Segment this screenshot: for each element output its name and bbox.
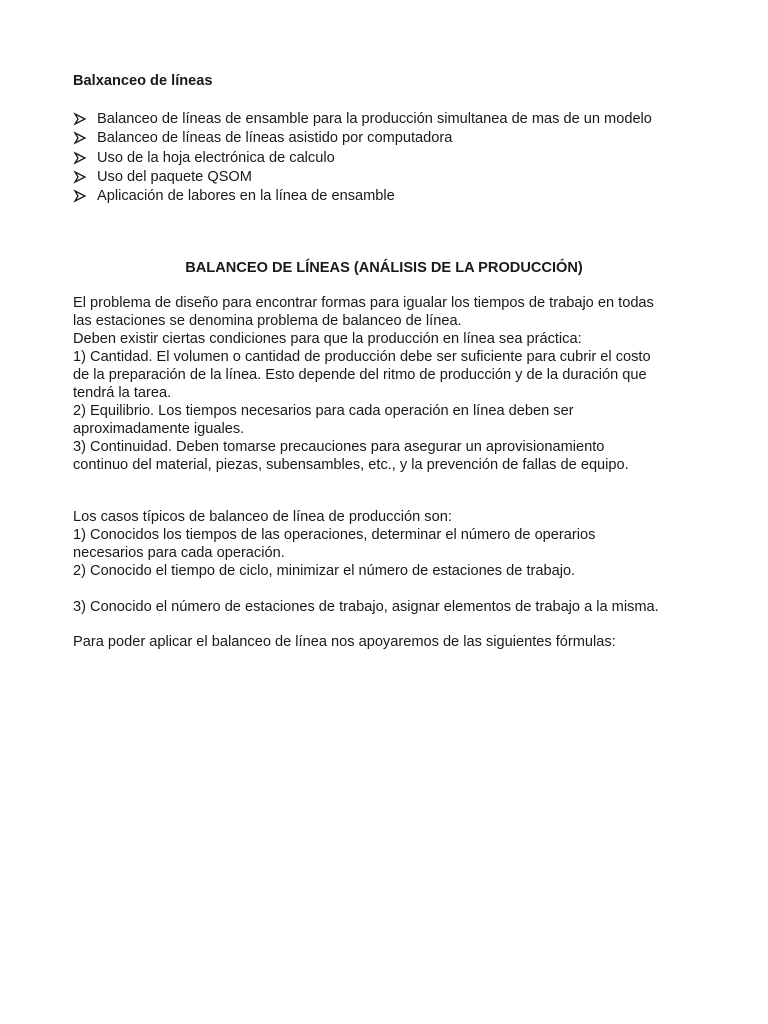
cases-paragraph: [73, 508, 713, 580]
text-line: de la preparación de la línea. Esto depende del ritmo de producción y de la duración que: [73, 367, 647, 383]
arrow-bullet-icon: [73, 110, 87, 128]
text-line: las estaciones se denomina problema de balanceo de línea.: [73, 313, 462, 329]
text-line: Deben existir ciertas condiciones para que la producción en línea sea práctica:: [73, 331, 582, 347]
text-line: continuo del material, piezas, subensambles, etc., y la prevención de fallas de equipo.: [73, 457, 629, 473]
text-line: aproximadamente iguales.: [73, 421, 245, 437]
text-line: 1) Conocidos los tiempos de las operaciones, determinar el número de operarios: [73, 527, 596, 543]
text-line: Para poder aplicar el balanceo de línea nos apoyaremos de las siguientes fórmulas:: [73, 634, 616, 650]
text-line: Los casos típicos de balanceo de línea de producción son:: [73, 509, 452, 525]
text-line: necesarios para cada operación.: [73, 545, 285, 561]
bullet-item: [73, 110, 652, 129]
text-line: 2) Conocido el tiempo de ciclo, minimizar el número de estaciones de trabajo.: [73, 563, 576, 579]
bullet-text: Uso de la hoja electrónica de calculo: [97, 149, 335, 166]
bullet-text: Aplicación de labores en la línea de ensamble: [97, 188, 395, 205]
bullet-item: [73, 129, 652, 148]
topic-bullet-list: [73, 110, 652, 206]
text-line: 3) Conocido el número de estaciones de trabajo, asignar elementos de trabajo a la misma.: [73, 599, 659, 615]
bullet-text: Balanceo de líneas de ensamble para la producción simultanea de mas de un modelo: [97, 111, 652, 127]
text-line: El problema de diseño para encontrar formas para igualar los tiempos de trabajo en todas: [73, 295, 654, 311]
bullet-item: [73, 168, 652, 187]
bullet-text: Uso del paquete QSOM: [97, 168, 252, 185]
case-three-paragraph: [73, 598, 713, 616]
arrow-bullet-icon: [73, 168, 87, 186]
arrow-bullet-icon: [73, 187, 87, 205]
text-line: 2) Equilibrio. Los tiempos necesarios para cada operación en línea deben ser: [73, 403, 574, 419]
arrow-bullet-icon: [73, 129, 87, 147]
bullet-item: [73, 187, 652, 206]
text-line: 1) Cantidad. El volumen o cantidad de producción debe ser suficiente para cubrir el costo: [73, 349, 651, 365]
intro-paragraph: [73, 294, 713, 474]
text-line: tendrá la tarea.: [73, 385, 172, 401]
bullet-text: Balanceo de líneas de líneas asistido por computadora: [97, 130, 453, 147]
section-heading: BALANCEO DE LÍNEAS (ANÁLISIS DE LA PRODUCCIÓN): [185, 260, 583, 276]
bullet-item: [73, 149, 652, 168]
arrow-bullet-icon: [73, 149, 87, 167]
closing-paragraph: [73, 633, 713, 651]
document-title: Balxanceo de líneas: [73, 73, 213, 89]
text-line: 3) Continuidad. Deben tomarse precauciones para asegurar un aprovisionamiento: [73, 439, 605, 455]
